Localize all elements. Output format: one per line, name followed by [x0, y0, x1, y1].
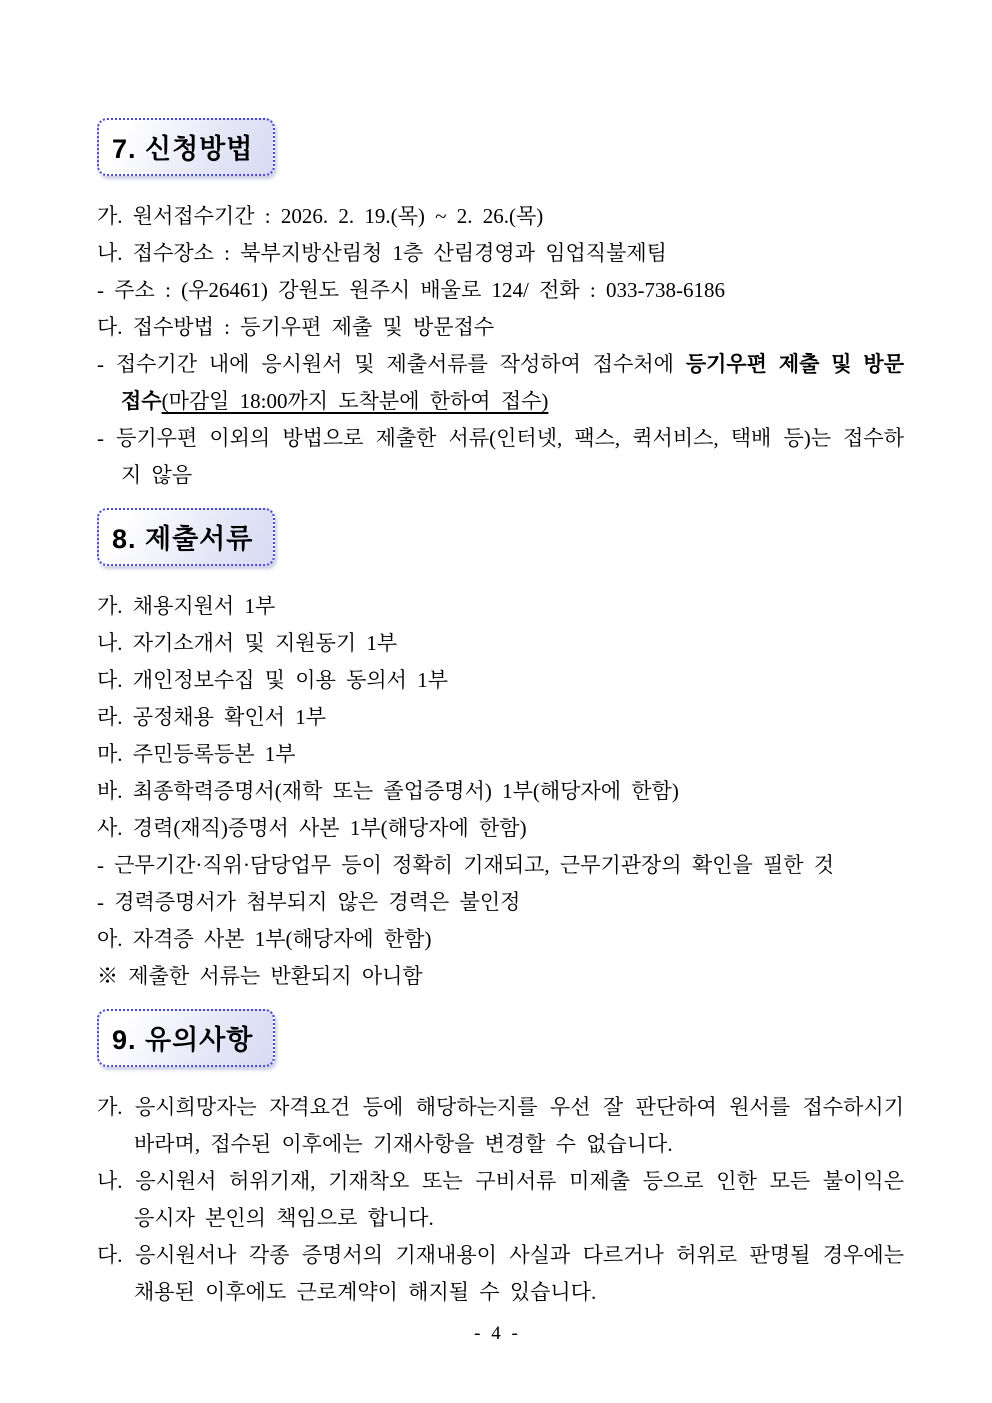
s8-item-license-copy: 아. 자격증 사본 1부(해당자에 한함) — [97, 927, 432, 951]
s7-item-reception-exclusion: - 등기우편 이외의 방법으로 제출한 서류(인터넷, 팩스, 퀵서비스, 택배 등)는 접수하지 않음 — [97, 426, 904, 487]
s8-return-note: ※ 제출한 서류는 반환되지 아니함 — [97, 964, 423, 988]
s8-item-resident-register: 마. 주민등록등본 1부 — [97, 742, 296, 766]
section-9-header: 9. 유의사항 — [97, 1009, 275, 1067]
s7-reception-detail-prefix: - 접수기간 내에 응시원서 및 제출서류를 작성하여 접수처에 — [97, 352, 686, 376]
s8-item-application-form: 가. 채용지원서 1부 — [97, 594, 276, 618]
section-7-header: 7. 신청방법 — [97, 118, 275, 176]
section-notes — [97, 1009, 904, 1311]
s7-item-reception-place: 나. 접수장소 : 북부지방산림청 1층 산림경영과 임업직불제팀 — [97, 241, 667, 265]
s7-reception-detail-bold: 등기우편 제출 및 방문접수 — [121, 352, 904, 413]
s8-career-detail-1: - 근무기간·직위·담당업무 등이 정확히 기재되고, 근무기관장의 확인을 필한 것 — [97, 853, 835, 877]
s7-item-reception-period: 가. 원서접수기간 : 2026. 2. 19.(목) ~ 2. 26.(목) — [97, 204, 544, 228]
page-number: - 4 - — [474, 1323, 518, 1344]
section-submission-documents — [97, 508, 904, 995]
s8-item-fair-hiring: 라. 공정채용 확인서 1부 — [97, 705, 327, 729]
section-8-body — [97, 588, 904, 995]
s8-item-self-introduction: 나. 자기소개서 및 지원동기 1부 — [97, 631, 398, 655]
s7-item-reception-method: 다. 접수방법 : 등기우편 제출 및 방문접수 — [97, 315, 495, 339]
s7-reception-detail-underline: (마감일 18:00까지 도착분에 한하여 접수) — [161, 389, 549, 413]
section-application-method — [97, 118, 904, 494]
s7-item-reception-detail — [97, 346, 904, 420]
s8-item-education-certificate: 바. 최종학력증명서(재학 또는 졸업증명서) 1부(해당자에 한함) — [97, 779, 679, 803]
s8-item-career-certificate: 사. 경력(재직)증명서 사본 1부(해당자에 한함) — [97, 816, 527, 840]
s7-item-address: - 주소 : (우26461) 강원도 원주시 배울로 124/ 전화 : 033-738-6186 — [97, 278, 725, 302]
s9-note-termination: 다. 응시원서나 각종 증명서의 기재내용이 사실과 다르거나 허위로 판명될 경우에는 채용된 이후에도 근로계약이 해지될 수 있습니다. — [97, 1243, 904, 1304]
section-7-body — [97, 198, 904, 494]
s9-note-responsibility: 나. 응시원서 허위기재, 기재착오 또는 구비서류 미제출 등으로 인한 모든 불이익은 응시자 본인의 책임으로 합니다. — [97, 1169, 904, 1230]
section-9-body — [97, 1089, 904, 1311]
s9-note-eligibility: 가. 응시희망자는 자격요건 등에 해당하는지를 우선 잘 판단하여 원서를 접수하시기 바라며, 접수된 이후에는 기재사항을 변경할 수 없습니다. — [97, 1095, 904, 1156]
s8-item-privacy-consent: 다. 개인정보수집 및 이용 동의서 1부 — [97, 668, 449, 692]
section-8-header: 8. 제출서류 — [97, 508, 275, 566]
s8-career-detail-2: - 경력증명서가 첨부되지 않은 경력은 불인정 — [97, 890, 521, 914]
